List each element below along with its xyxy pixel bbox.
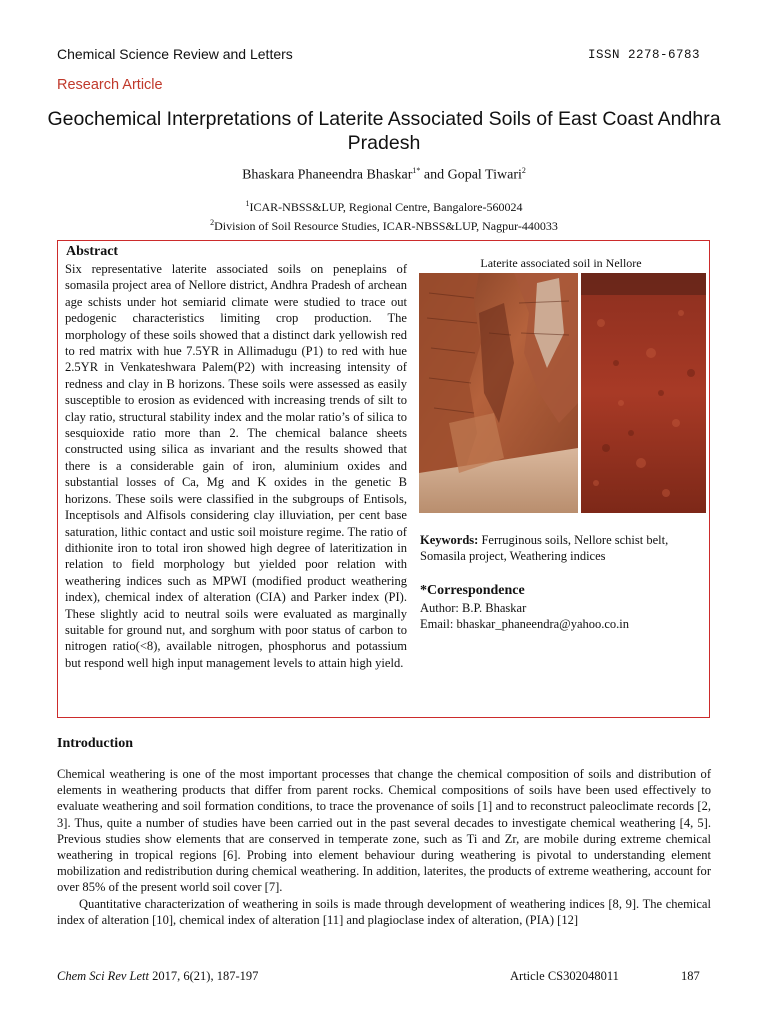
figure-caption: Laterite associated soil in Nellore: [480, 256, 642, 270]
introduction-heading: Introduction: [57, 736, 133, 751]
abstract-heading: Abstract: [66, 244, 119, 259]
affiliations: [0, 196, 768, 234]
affiliation-text: ICAR-NBSS&LUP, Regional Centre, Bangalore-560024: [249, 200, 523, 214]
journal-name: Chemical Science Review and Letters: [57, 46, 293, 62]
introduction-body: [57, 766, 711, 928]
affiliation-text: Division of Soil Resource Studies, ICAR-NBSS&LUP, Nagpur-440033: [214, 219, 558, 233]
abstract-text: Six representative laterite associated soils on peneplains of somasila project area of Nellore district, Andhra Pradesh of archean age schists under hot semiarid climate were studied to trace out pedogenic characteristics limiting crop production. The morphology of these soils showed that a distinct dark yellowish red to red matrix with hue 7.5YR in Allimadugu (P1) to red with hue 2.5YR in Venkateshwara Palem(P2) with increasing intensity of redness and clay in B horizons. These soils were assessed as easily susceptible to erosion as evidenced with increasing trends of silt to clay ratio, structural stability index and the molar ratio’s of silica to sesquioxide ratio more than 2. The chemical balance sheets constructed using silica as invariant and the results showed that there is a considerable gain of iron, aluminium oxides and substantial losses of Ca, Mg and K oxides in the genetic B horizons. These soils were classified in the subgroups of Entisols, Inceptisols and Alfisols considering clay illuviation, per cent base saturation, lithic contact and ustic soil moisture regime. The ratio of dithionite iron to total iron showed high degree of lateritization in relation to field morphology but yielded poor relation with weathering indices such as MPWI (modified product weathering index), chemical index of alteration (CIA) and Parker index (PI). These slightly acid to neutral soils were evaluated as marginally suitable for ground nut, and sorghum with poor status of carbon to nitrogen ratio(<8), available nitrogen, phosphorus and potassium but respond well high input management levels to attain high yield.: [65, 262, 407, 670]
page-number: 187: [681, 969, 700, 983]
footer-citation: [57, 969, 258, 984]
journal-abbrev: Chem Sci Rev Lett: [57, 969, 149, 983]
keywords-label: Keywords:: [420, 533, 479, 547]
footer-article-id: Article CS302048011: [510, 969, 619, 983]
red-soil-profile-photo: [581, 273, 706, 513]
citation-details: 2017, 6(21), 187-197: [149, 969, 259, 983]
laterite-cliff-photo: [419, 273, 578, 513]
author-affiliation-mark: 1*: [412, 166, 421, 175]
abstract-box: [57, 240, 710, 718]
author-name[interactable]: Bhaskara Phaneendra Bhaskar: [242, 167, 413, 183]
correspondence-heading: *Correspondence: [420, 583, 525, 598]
article-type: Research Article: [57, 77, 163, 93]
issn: ISSN 2278-6783: [587, 48, 700, 62]
affiliation-mark: 2: [210, 218, 215, 227]
paper-title: Geochemical Interpretations of Laterite Associated Soils of East Coast Andhra Pradesh: [47, 108, 721, 154]
affiliation: [0, 196, 768, 215]
correspondence-author: Author: B.P. Bhaskar: [420, 601, 527, 615]
affiliation-mark: 1: [245, 199, 250, 208]
affiliation: [0, 215, 768, 234]
paragraph: Chemical weathering is one of the most important processes that change the chemical composition of soils and distribution of elements in weathering products that differ from parent rocks. Chemical compositions of soils have been used effectively to evaluate weathering and soil formation conditions, to trace the provenance of soils [1] and to reconstruct paleoclimate records [2, 3]. Thus, quite a number of studies have been carried out in the past several decades to investigate chemical weathering [4, 5]. Previous studies show elements that are conserved in temperate zone, such as Ti and Zr, are mobile during extreme chemical weathering in tropical regions [6]. Probing into element behaviour during weathering is pivotal to understanding element mobilization and redistribution during chemical weathering. In addition, laterites, the products of extreme weathering, account for over 85% of the present world soil cover [7].: [57, 767, 711, 895]
keywords-text: Ferruginous soils, Nellore schist belt, Somasila project, Weathering indices: [420, 533, 669, 563]
correspondence-email[interactable]: Email: bhaskar_phaneendra@yahoo.co.in: [420, 617, 630, 631]
author-name[interactable]: Gopal Tiwari: [447, 167, 522, 183]
author-conjunction: and: [420, 167, 448, 183]
paragraph: Quantitative characterization of weathering in soils is made through development of weathering indices [8, 9]. The chemical index of alteration [10], chemical index of alteration [11] and plagioclase index of alteration, (PIA) [12]: [57, 896, 711, 927]
keywords: [420, 532, 705, 564]
author-line: [0, 166, 768, 184]
author-affiliation-mark: 2: [521, 166, 526, 175]
